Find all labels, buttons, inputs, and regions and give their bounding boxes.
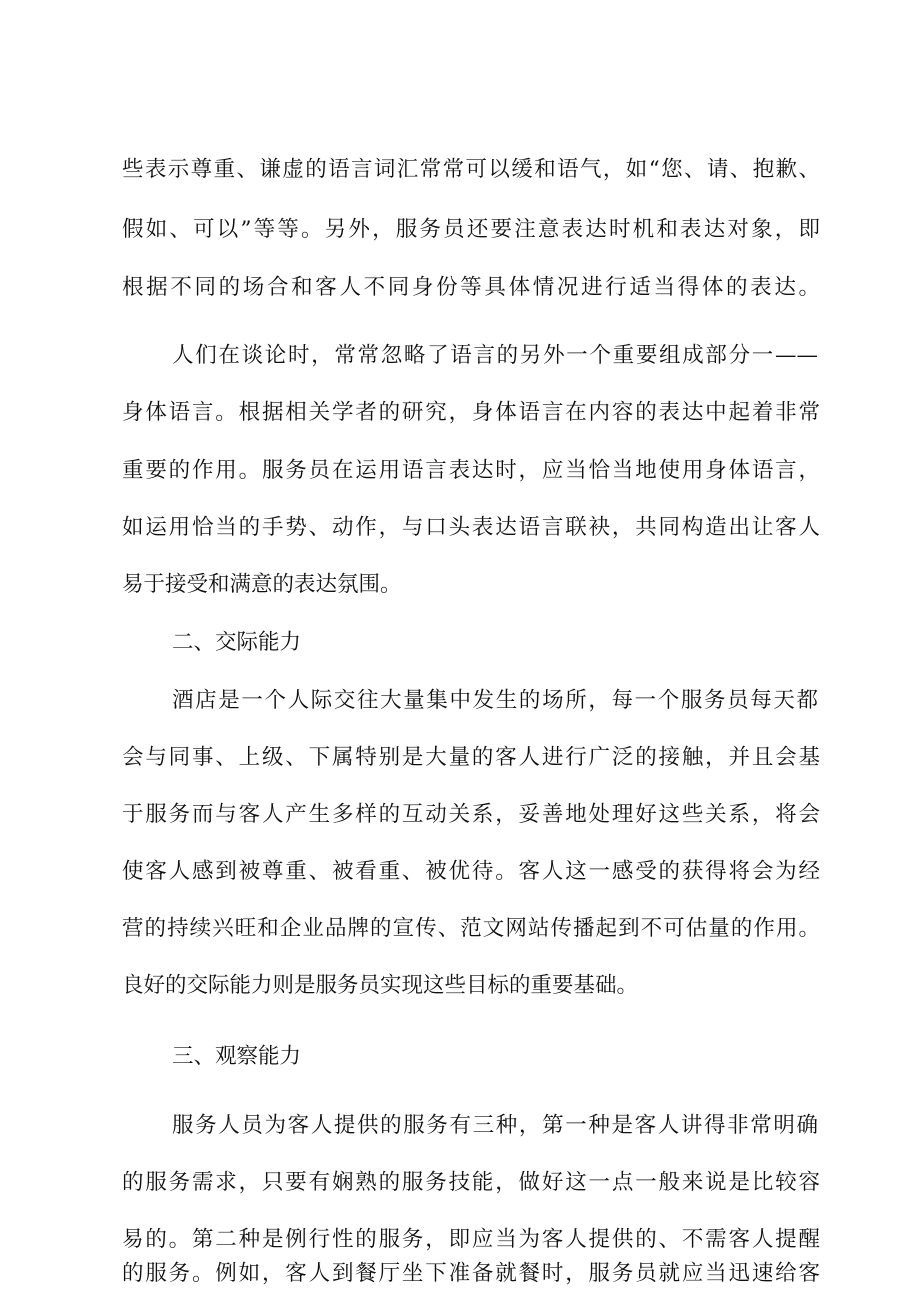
- text-line-content: 使客人感到被尊重、被看重、被优待。客人这一感受的获得将会为经: [122, 859, 820, 884]
- section-heading-text: 三、观察能力: [172, 1044, 302, 1069]
- text-line-content: 于服务而与客人产生多样的互动关系，妥善地处理好这些关系，将会: [122, 802, 820, 827]
- text-line: [0, 150, 920, 190]
- text-line: [0, 966, 920, 1006]
- text-line: [0, 393, 920, 433]
- text-line: [0, 508, 920, 548]
- text-line-content: 的服务需求，只要有娴熟的服务技能，做好这一点一般来说是比较容: [122, 1170, 820, 1195]
- text-line-content: 易的。第二种是例行性的服务，即应当为客人提供的、不需客人提醒: [122, 1227, 820, 1252]
- text-line-content: 的服务。例如，客人到餐厅坐下准备就餐时，服务员就应当迅速给客: [122, 1261, 820, 1286]
- text-line-content: 重要的作用。服务员在运用语言表达时，应当恰当地使用身体语言，: [122, 458, 820, 483]
- text-line: [0, 1163, 920, 1203]
- text-line-content: 良好的交际能力则是服务员实现这些目标的重要基础。: [122, 973, 639, 998]
- text-line-content: 假如、可以”等等。另外，服务员还要注意表达时机和表达对象，即: [122, 217, 820, 242]
- section-heading: [0, 623, 920, 663]
- text-line: [0, 210, 920, 250]
- text-line: [0, 852, 920, 892]
- text-line-content: 易于接受和满意的表达氛围。: [122, 572, 402, 597]
- text-line-content: 身体语言。根据相关学者的研究，身体语言在内容的表达中起着非常: [122, 400, 820, 425]
- text-line: [0, 268, 920, 308]
- text-line-content: 如运用恰当的手势、动作，与口头表达语言联袂，共同构造出让客人: [122, 515, 820, 540]
- text-line-content: 会与同事、上级、下属特别是大量的客人进行广泛的接触，并且会基: [122, 745, 820, 770]
- text-line: [0, 738, 920, 778]
- paragraph-first-line: [0, 1106, 920, 1146]
- text-line-content: 服务人员为客人提供的服务有三种，第一种是客人讲得非常明确: [172, 1113, 818, 1138]
- text-line: [0, 451, 920, 491]
- text-line-content: 根据不同的场合和客人不同身份等具体情况进行适当得体的表达。: [122, 275, 820, 300]
- text-line: [0, 1254, 920, 1294]
- text-line-content: 营的持续兴旺和企业品牌的宣传、范文网站传播起到不可估量的作用。: [122, 916, 820, 941]
- paragraph-first-line: [0, 336, 920, 376]
- text-line: [0, 565, 920, 605]
- section-heading: [0, 1037, 920, 1077]
- text-line: [0, 795, 920, 835]
- text-line: [0, 909, 920, 949]
- text-line-content: 酒店是一个人际交往大量集中发生的场所，每一个服务员每天都: [172, 688, 818, 713]
- paragraph-first-line: [0, 681, 920, 721]
- section-heading-text: 二、交际能力: [172, 630, 302, 655]
- text-line-content: 人们在谈论时，常常忽略了语言的另外一个重要组成部分一——: [172, 343, 818, 368]
- text-line-content: 些表示尊重、谦虚的语言词汇常常可以缓和语气，如“您、请、抱歉、: [122, 157, 820, 182]
